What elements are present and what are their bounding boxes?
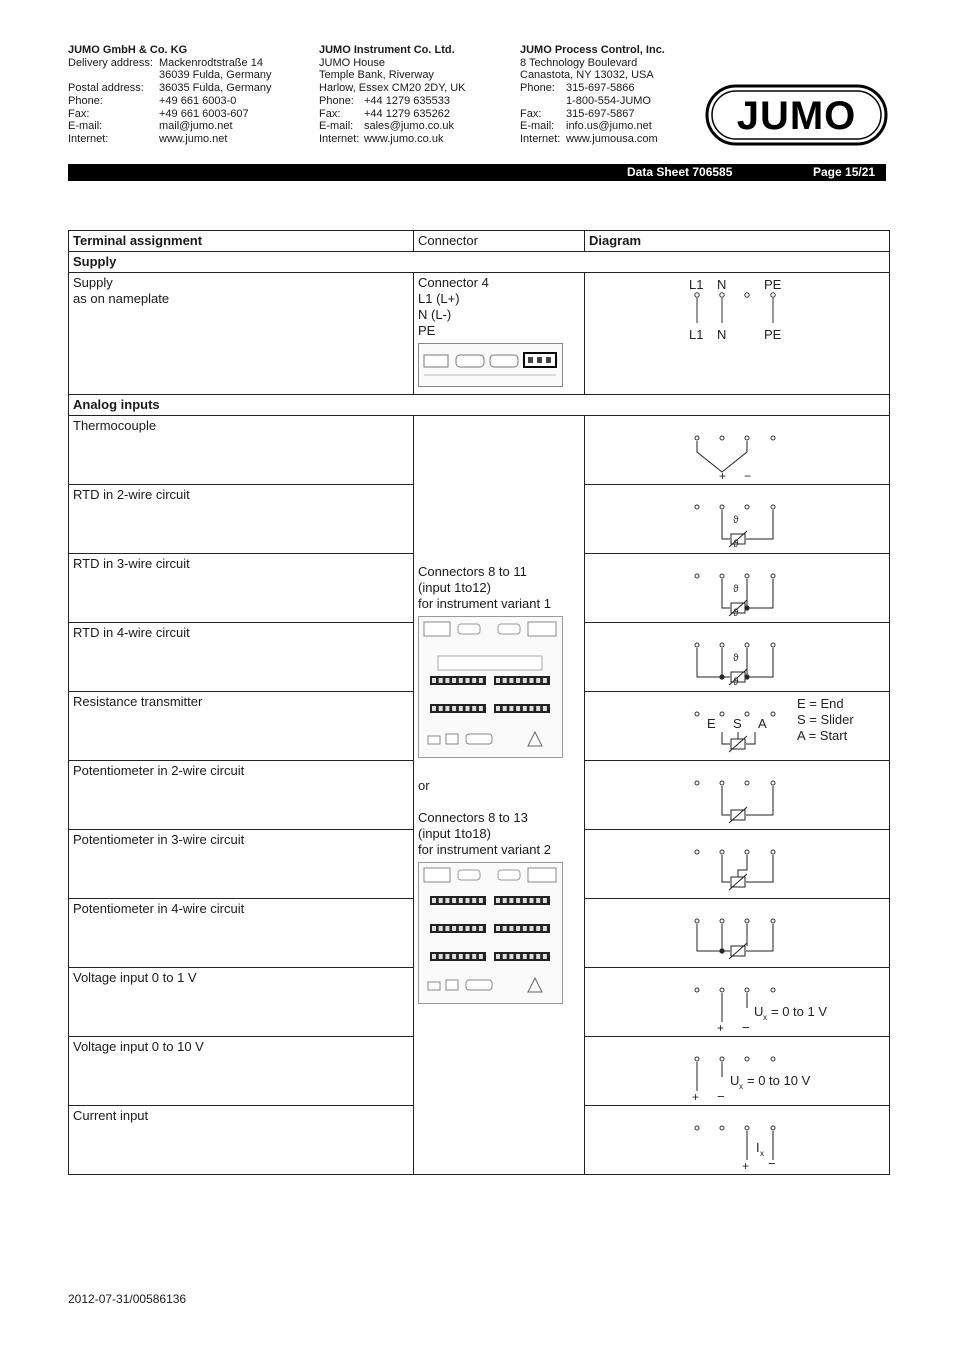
diagram-label: + (717, 1021, 725, 1035)
terminal-assignment-table (68, 230, 890, 1175)
diagram-label: ϑ (733, 539, 739, 550)
company-name: JUMO Process Control, Inc. (520, 44, 665, 56)
analog-diagram-cell (585, 830, 890, 899)
address-value: Harlow, Essex CM20 2DY, UK (319, 82, 466, 95)
address-block-usa (520, 44, 665, 146)
diagram-label: ϑ (733, 515, 739, 526)
label-l1: L1 (689, 277, 704, 292)
address-label: Internet: (520, 132, 561, 145)
diagram-label: x (763, 1013, 767, 1022)
connector-line: Connectors 8 to 13 (418, 810, 528, 825)
diagram-label: = 0 to 10 V (747, 1073, 811, 1088)
address-label: Internet: (319, 132, 360, 145)
address-value: 315-697-5867 (566, 107, 635, 120)
analog-row-label: Thermocouple (69, 416, 414, 485)
address-line (319, 108, 466, 121)
diagram-label: E = End (797, 696, 844, 711)
analog-diagram-cell (585, 968, 890, 1037)
wiring-diagram (585, 485, 889, 553)
wiring-diagram (585, 968, 889, 1036)
address-value: Mackenrodtstraße 14 (159, 56, 263, 69)
connector-line: for instrument variant 1 (418, 596, 551, 611)
analog-row-label: Resistance transmitter (69, 692, 414, 761)
diagram-label: ϑ (733, 677, 739, 688)
diagram-label: − (768, 1156, 776, 1171)
analog-diagram-cell (585, 899, 890, 968)
address-label: Fax: (68, 107, 90, 120)
logo-text: JUMO (736, 94, 857, 138)
address-line (319, 133, 466, 146)
connector-line: (input 1to12) (418, 580, 491, 595)
diagram-label: U (754, 1004, 764, 1019)
connector-line: Connectors 8 to 11 (418, 564, 527, 579)
diagram-label: ϑ (733, 584, 739, 595)
document-footer: 2012-07-31/00586136 (68, 1292, 187, 1306)
diagram-label: x (760, 1149, 764, 1158)
supply-diagram-cell (585, 273, 890, 395)
diagram-label: ϑ (733, 653, 739, 664)
analog-row-label: Potentiometer in 4-wire circuit (69, 899, 414, 968)
diagram-label: = 0 to 1 V (771, 1004, 828, 1019)
address-label: E-mail: (68, 120, 103, 133)
diagram-label: S (733, 716, 742, 731)
address-label: Phone: (319, 94, 354, 107)
address-label: Delivery address: (68, 56, 153, 69)
address-value: 315-697-5866 (566, 82, 635, 95)
address-label: Fax: (520, 107, 542, 120)
analog-row-label: Current input (69, 1106, 414, 1175)
analog-row (69, 416, 890, 485)
supply-sublabel: as on nameplate (73, 291, 170, 306)
address-line (520, 95, 665, 108)
connector-line: PE (418, 323, 436, 338)
diagram-label: E (707, 716, 716, 731)
analog-row-label: Potentiometer in 3-wire circuit (69, 830, 414, 899)
address-label: Postal address: (68, 82, 144, 95)
analog-row-label: RTD in 4-wire circuit (69, 623, 414, 692)
address-value: 36039 Fulda, Germany (159, 69, 272, 82)
section-supply: Supply (69, 252, 890, 273)
diagram-label: x (739, 1082, 743, 1091)
address-value: +49 661 6003-607 (159, 107, 249, 120)
diagram-label: A (758, 716, 767, 731)
address-block-uk (319, 44, 466, 146)
analog-row-label: Voltage input 0 to 10 V (69, 1037, 414, 1106)
address-line (520, 57, 665, 70)
wiring-diagram (585, 830, 889, 898)
diagram-label: − (742, 1020, 750, 1035)
label-n: N (717, 327, 727, 342)
address-value: Canastota, NY 13032, USA (520, 69, 654, 82)
address-value: sales@jumo.co.uk (364, 120, 455, 133)
address-value: +49 661 6003-0 (159, 94, 237, 107)
address-line (319, 69, 466, 82)
address-line (319, 57, 466, 70)
diagram-label: A = Start (797, 728, 848, 743)
jumo-logo (705, 84, 888, 146)
connector-4-image (418, 343, 563, 387)
address-line (520, 82, 665, 95)
diagram-label: U (730, 1073, 740, 1088)
address-line (520, 120, 665, 133)
address-label: Internet: (68, 132, 109, 145)
label-l1: L1 (689, 327, 704, 342)
wiring-diagram (585, 1037, 889, 1105)
address-label: E-mail: (520, 120, 555, 133)
company-name: JUMO GmbH & Co. KG (68, 44, 188, 56)
address-value: 8 Technology Boulevard (520, 56, 638, 69)
header-bar (68, 164, 886, 181)
address-line (68, 57, 272, 70)
connector-line: N (L-) (418, 307, 452, 322)
address-line (68, 82, 272, 95)
connector-line: Connector 4 (418, 275, 489, 290)
label-n: N (717, 277, 727, 292)
analog-connector-cell (414, 416, 585, 1175)
wiring-diagram (585, 899, 889, 967)
analog-diagram-cell (585, 554, 890, 623)
connector-or: or (418, 778, 430, 793)
analog-diagram-cell (585, 761, 890, 830)
address-label: Fax: (319, 107, 341, 120)
address-line (520, 69, 665, 82)
address-value: 1-800-554-JUMO (566, 94, 651, 107)
connector-line: L1 (L+) (418, 291, 460, 306)
column-header-connector: Connector (414, 231, 585, 252)
address-value: 36035 Fulda, Germany (159, 82, 272, 95)
address-label: Phone: (68, 94, 103, 107)
address-value: www.jumo.net (159, 132, 228, 145)
address-value: www.jumo.co.uk (364, 132, 444, 145)
address-line (68, 120, 272, 133)
diagram-label: + (719, 469, 727, 483)
supply-diagram (585, 273, 889, 393)
address-value: JUMO House (319, 56, 386, 69)
diagram-label: I (756, 1140, 760, 1155)
wiring-diagram (585, 623, 889, 691)
company-name: JUMO Instrument Co. Ltd. (319, 44, 455, 56)
supply-label-cell (69, 273, 414, 395)
supply-connector-cell (414, 273, 585, 395)
column-header-diagram: Diagram (585, 231, 890, 252)
address-line (68, 69, 272, 82)
analog-row-label: RTD in 3-wire circuit (69, 554, 414, 623)
section-analog-inputs: Analog inputs (69, 395, 890, 416)
address-line (68, 108, 272, 121)
address-label: Phone: (520, 82, 555, 95)
datasheet-label: Data Sheet 706585 (627, 165, 733, 179)
address-line (520, 108, 665, 121)
address-label: E-mail: (319, 120, 354, 133)
analog-diagram-cell (585, 1037, 890, 1106)
label-pe: PE (764, 277, 782, 292)
address-line (68, 133, 272, 146)
address-value: +44 1279 635533 (364, 94, 450, 107)
analog-diagram-cell (585, 1106, 890, 1175)
address-line (319, 82, 466, 95)
address-line (520, 133, 665, 146)
diagram-label: S = Slider (797, 712, 854, 727)
analog-diagram-cell (585, 416, 890, 485)
analog-diagram-cell (585, 692, 890, 761)
analog-diagram-cell (585, 485, 890, 554)
analog-diagram-cell (585, 623, 890, 692)
wiring-diagram (585, 692, 889, 760)
connector-variant-2-image (418, 862, 563, 1004)
address-value: +44 1279 635262 (364, 107, 450, 120)
connector-line: (input 1to18) (418, 826, 491, 841)
analog-row-label: Potentiometer in 2-wire circuit (69, 761, 414, 830)
connector-line: for instrument variant 2 (418, 842, 551, 857)
address-line (319, 120, 466, 133)
connector-variant-1-image (418, 616, 563, 758)
wiring-diagram (585, 761, 889, 829)
supply-label: Supply (73, 275, 113, 290)
diagram-label: + (692, 1090, 700, 1104)
wiring-diagram (585, 416, 889, 484)
address-label (68, 69, 159, 82)
label-pe: PE (764, 327, 782, 342)
analog-row-label: RTD in 2-wire circuit (69, 485, 414, 554)
diagram-label: − (717, 1089, 725, 1104)
page-number: Page 15/21 (813, 165, 876, 179)
address-value: www.jumousa.com (566, 132, 658, 145)
diagram-label: ϑ (733, 608, 739, 619)
wiring-diagram (585, 1106, 889, 1174)
column-header-terminal: Terminal assignment (69, 231, 414, 252)
address-value: Temple Bank, Riverway (319, 69, 434, 82)
address-line (68, 95, 272, 108)
wiring-diagram (585, 554, 889, 622)
address-line (319, 95, 466, 108)
diagram-label: − (744, 469, 752, 483)
diagram-label: + (742, 1159, 750, 1173)
address-value: info.us@jumo.net (566, 120, 652, 133)
address-block-germany (68, 44, 272, 146)
analog-row-label: Voltage input 0 to 1 V (69, 968, 414, 1037)
address-value: mail@jumo.net (159, 120, 233, 133)
